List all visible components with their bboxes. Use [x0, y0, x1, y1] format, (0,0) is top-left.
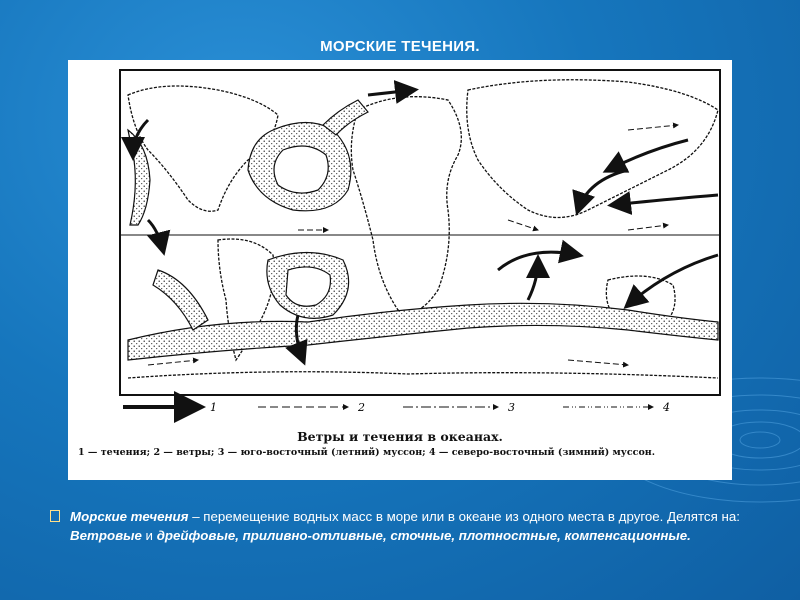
- legend-number: 1: [210, 401, 217, 414]
- north-atlantic-gyre: [248, 123, 351, 211]
- wind-arrow: [628, 225, 668, 230]
- brazil-current-band: [153, 270, 208, 330]
- definition-text: – перемещение водных масс в море или в океане из одного места в другое. Делятся на:: [188, 509, 740, 524]
- current-arrow: [608, 140, 688, 170]
- gulf-stream-band: [323, 100, 368, 135]
- south-atlantic-gyre: [267, 253, 349, 319]
- legend-number: 4: [663, 401, 670, 414]
- term-text: Морские течения: [70, 509, 189, 524]
- current-arrow: [528, 260, 538, 300]
- legend-number: 3: [508, 401, 515, 414]
- europe-africa-outline: [351, 97, 461, 313]
- ocean-currents-figure: [68, 60, 732, 480]
- wind-arrow: [508, 220, 538, 230]
- legend-number: 2: [358, 401, 365, 414]
- type-windy: Ветровые: [70, 528, 142, 543]
- bullet-marker-icon: [50, 510, 60, 522]
- current-arrow: [368, 90, 413, 95]
- current-arrow: [628, 255, 718, 305]
- connector-text: и: [141, 528, 157, 543]
- definition-bullet: [70, 507, 740, 545]
- type-list: дрейфовые, приливно-отливные, сточные, плотностные, компенсационные.: [156, 528, 691, 543]
- figure-legend-text: 1 — течения; 2 — ветры; 3 — юго-восточный (летний) муссон; 4 — северо-восточный (зимний) муссон.: [78, 447, 656, 458]
- current-arrow: [613, 195, 718, 205]
- wind-arrow: [148, 360, 198, 365]
- figure-caption: Ветры и течения в океанах.: [297, 429, 503, 444]
- wind-arrow: [568, 360, 628, 365]
- west-pacific-band: [128, 130, 150, 225]
- slide-title: МОРСКИЕ ТЕЧЕНИЯ.: [320, 38, 480, 55]
- ocean-currents-map: [68, 60, 732, 480]
- wind-arrow: [628, 125, 678, 130]
- circumpolar-current: [128, 303, 718, 360]
- antarctica-outline: [128, 372, 718, 378]
